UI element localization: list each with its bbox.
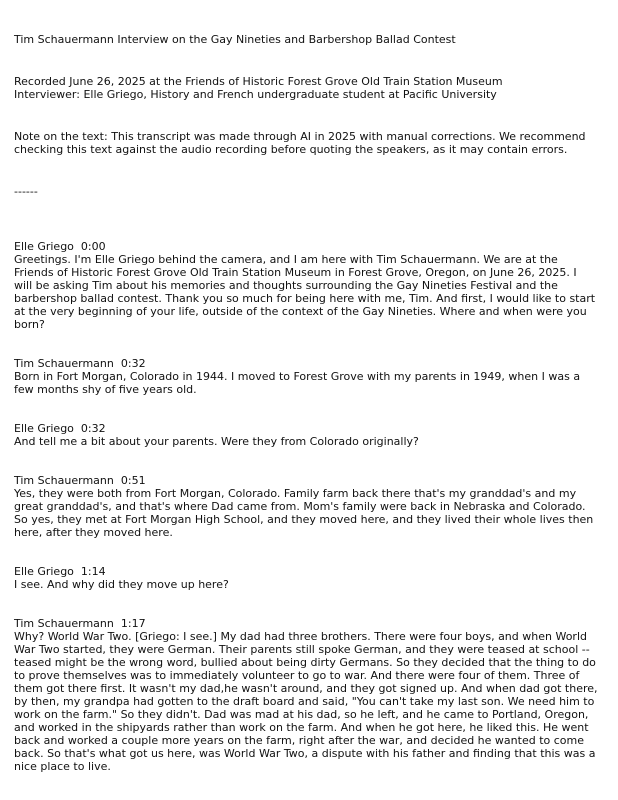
dialogue-turn — [14, 357, 598, 396]
dialogue-turn — [14, 565, 598, 591]
speaker-heading — [14, 565, 598, 578]
speaker-heading — [14, 240, 598, 253]
utterance-text: Born in Fort Morgan, Colorado in 1944. I moved to Forest Grove with my parents in 1949, when I was a few months shy of five years old. — [14, 370, 581, 396]
dialogue-turn — [14, 617, 598, 773]
speaker-heading — [14, 474, 598, 487]
utterance-text: Yes, they were both from Fort Morgan, Colorado. Family farm back there that's my granddad's and my great granddad's, and that's where Dad came from. Mom's family were back in Nebraska and Colorado. So yes, they met at Fort Morgan High School, and they moved here, and they lived their whole lives then here, after they moved here. — [14, 487, 594, 539]
speaker-heading — [14, 422, 598, 435]
timestamp: 0:32 — [120, 357, 146, 370]
dialogue-turn — [14, 474, 598, 539]
interviewer-line: Interviewer: Elle Griego, History and French undergraduate student at Pacific University — [14, 88, 497, 101]
speaker-name: Tim Schauermann — [14, 617, 114, 630]
utterance-text: Why? World War Two. [Griego: I see.] My dad had three brothers. There were four boys, and when World War Two started, they were German. Their parents still spoke German, and they were teased at school -- teased might be the wrong word, bullied about being dirty Germans. So they decided that the thing to do to prove themselves was to immediately volunteer to go to war. And there were four of them. Three of them got there first. It wasn't my dad,he wasn't around, and they got signed up. And when dad got there, by then, my grandpa had gotten to the draft board and said, "You can't take my last son. We need him to work on the farm." So they didn't. Dad was mad at his dad, so he left, and he came to Portland, Oregon, and worked in the shipyards rather than work on the farm. And when he got here, he liked this. He went back and worked a couple more years on the farm, right after the war, and decided he wanted to come back. So that's what got us here, was World War Two, a dispute with his father and finding that this was a nice place to live. — [14, 630, 598, 773]
timestamp: 1:17 — [120, 617, 146, 630]
utterance-text: Greetings. I'm Elle Griego behind the camera, and I am here with Tim Schauermann. We are at the Friends of Historic Forest Grove Old Train Station Museum in Forest Grove, Oregon, on June 26, 2025. I will be asking Tim about his memories and thoughts surrounding the Gay Nineties Festival and the barbershop ballad contest. Thank you so much for being here with me, Tim. And first, I would like to start at the very beginning of your life, outside of the context of the Gay Nineties. Where and when were you born? — [14, 253, 596, 331]
timestamp: 1:14 — [80, 565, 106, 578]
speaker-name: Tim Schauermann — [14, 357, 114, 370]
utterance-text: I see. And why did they move up here? — [14, 578, 229, 591]
dialogue-turn — [14, 422, 598, 448]
recorded-line: Recorded June 26, 2025 at the Friends of Historic Forest Grove Old Train Station Museum — [14, 75, 503, 88]
document-title: Tim Schauermann Interview on the Gay Nineties and Barbershop Ballad Contest — [14, 33, 456, 46]
speaker-name: Tim Schauermann — [14, 474, 114, 487]
separator: ------ — [14, 185, 38, 198]
speaker-heading — [14, 617, 598, 630]
transcript-body — [14, 240, 598, 773]
speaker-name: Elle Griego — [14, 422, 74, 435]
recording-info — [14, 75, 598, 101]
timestamp: 0:00 — [80, 240, 106, 253]
timestamp: 0:32 — [80, 422, 106, 435]
speaker-heading — [14, 357, 598, 370]
transcript-note: Note on the text: This transcript was made through AI in 2025 with manual corrections. We recommend checking this text against the audio recording before quoting the speakers, as it may contain errors. — [14, 130, 586, 156]
dialogue-turn — [14, 240, 598, 331]
speaker-name: Elle Griego — [14, 240, 74, 253]
timestamp: 0:51 — [120, 474, 146, 487]
speaker-name: Elle Griego — [14, 565, 74, 578]
utterance-text: And tell me a bit about your parents. Were they from Colorado originally? — [14, 435, 419, 448]
